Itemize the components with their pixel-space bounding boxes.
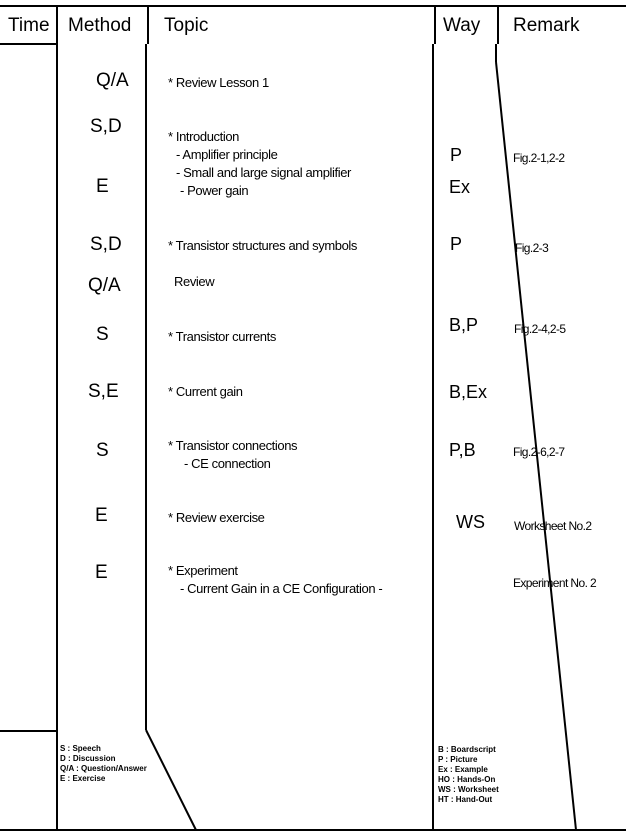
row-method: S,D — [90, 116, 122, 137]
row-topic: * Introduction — [168, 129, 240, 144]
legend-item: D : Discussion — [60, 754, 116, 763]
legend-item: HT : Hand-Out — [438, 795, 493, 804]
header-way: Way — [443, 15, 481, 36]
row-method: E — [95, 562, 108, 583]
row-method: S — [96, 324, 109, 345]
header-remark: Remark — [513, 15, 580, 36]
row-remark: Worksheet No.2 — [514, 519, 592, 533]
row-way: Ex — [449, 177, 471, 197]
row-topic: - Current Gain in a CE Configuration - — [180, 581, 383, 596]
legend-item: P : Picture — [438, 755, 478, 764]
legend-item: WS : Worksheet — [438, 785, 499, 794]
row-topic: - Small and large signal amplifier — [176, 165, 351, 180]
legend-item: S : Speech — [60, 744, 101, 753]
header-topic: Topic — [164, 15, 209, 36]
row-method: Q/A — [96, 70, 129, 91]
way-legend — [438, 745, 499, 805]
row-remark: Fig.2-3 — [515, 241, 549, 255]
legend-item: Q/A : Question/Answer — [60, 764, 147, 773]
row-topic: - Amplifier principle — [176, 147, 278, 162]
row-topic: Review — [174, 274, 215, 289]
row-method: Q/A — [88, 275, 121, 296]
row-topic: * Review exercise — [168, 510, 265, 525]
row-method: S,E — [88, 381, 119, 402]
row-topic: - CE connection — [184, 456, 271, 471]
row-topic: * Experiment — [168, 563, 238, 578]
row-topic: * Transistor connections — [168, 438, 298, 453]
row-way: B,Ex — [449, 382, 488, 402]
row-method: E — [96, 176, 109, 197]
row-remark: Fig.2-1,2-2 — [513, 151, 565, 165]
row-way: P,B — [449, 440, 476, 460]
header-method: Method — [68, 15, 132, 36]
row-remark: Experiment No. 2 — [513, 576, 597, 590]
row-way: P — [450, 234, 463, 254]
header-time: Time — [8, 15, 50, 36]
legend-item: HO : Hands-On — [438, 775, 496, 784]
row-topic: * Current gain — [168, 384, 243, 399]
row-way: P — [450, 145, 463, 165]
row-topic: * Transistor structures and symbols — [168, 238, 358, 253]
row-method: E — [95, 505, 108, 526]
legend-item: B : Boardscript — [438, 745, 496, 754]
row-method: S — [96, 440, 109, 461]
row-way: WS — [456, 512, 485, 532]
row-remark: Fig.2-6,2-7 — [513, 445, 565, 459]
method-legend — [60, 744, 147, 784]
row-remark: Fig.2-4,2-5 — [514, 322, 566, 336]
row-topic: * Transistor currents — [168, 329, 276, 344]
legend-item: Ex : Example — [438, 765, 488, 774]
row-way: B,P — [449, 315, 479, 335]
row-topic: - Power gain — [180, 183, 249, 198]
legend-item: E : Exercise — [60, 774, 106, 783]
row-method: S,D — [90, 234, 122, 255]
row-topic: * Review Lesson 1 — [168, 75, 269, 90]
